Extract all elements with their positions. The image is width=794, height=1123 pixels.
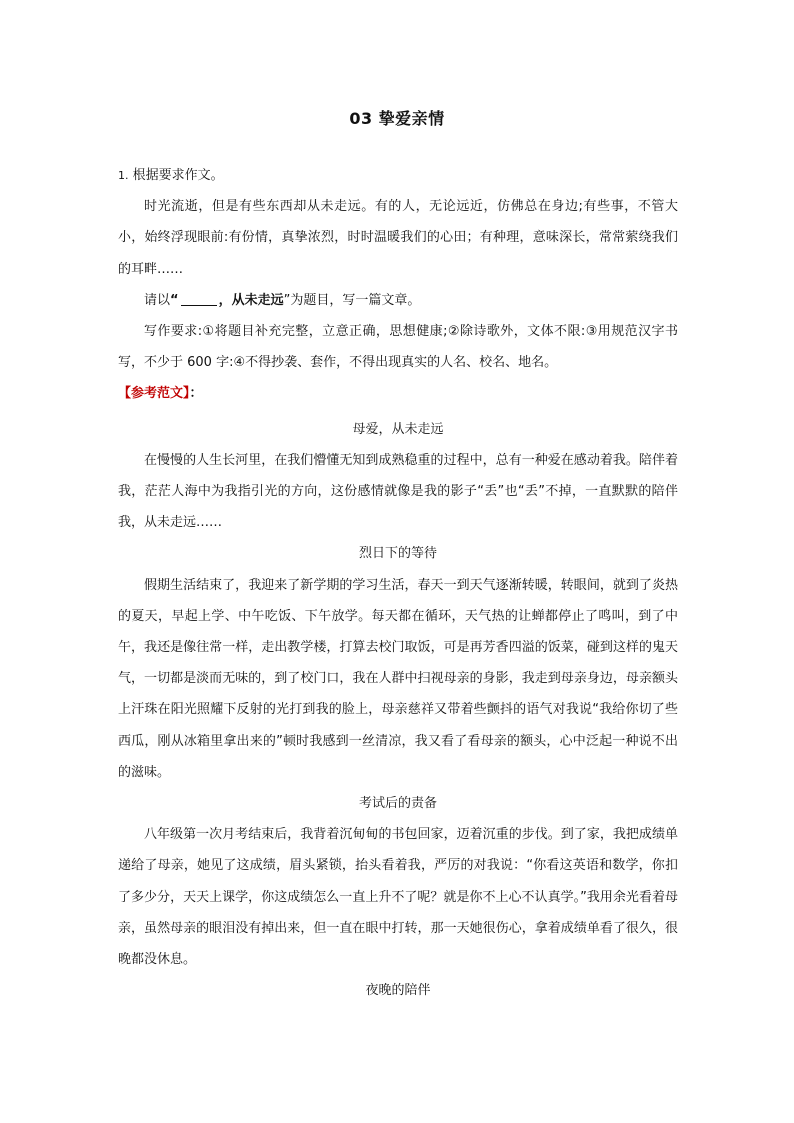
section-text: 假期生活结束了，我迎来了新学期的学习生活，春天一到天气逐渐转暖，转眼间，就到了炎热的夏天，早起上学、中午吃饭、下午放学。每天都在循环，天气热的让蝉都停止了鸣叫，到了中午，我还是像往常一样，走出教学楼，打算去校门取饭，可是再芳香四溢的饭菜，碰到这样的鬼天气，一切都是淡而无味的，到了校门口，我在人群中扫视母亲的身影，我走到母亲身边，母亲额头上汗珠在阳光照耀下反射的光打到我的脸上，母亲慈祥又带着些颤抖的语气对我说“我给你切了些西瓜，刚从冰箱里拿出来的”顿时我感到一丝清凉，我又看了看母亲的额头，心中泛起一种说不出的滋味。 bbox=[118, 577, 678, 780]
essay-intro: 在慢慢的人生长河里，在我们懵懂无知到成熟稳重的过程中，总有一种爱在感动着我。陪伴着我，茫茫人海中为我指引光的方向，这份感情就像是我的影子“丢”也“丢”不掉，一直默默的陪伴我，从未走远…… bbox=[118, 452, 678, 531]
prompt-paragraph: 时光流逝，但是有些东西却从未走远。有的人，无论远近，仿佛总在身边;有些事，不管大小，始终浮现眼前:有份情，真挚浓烈，时时温暖我们的心田；有种理，意味深长，常常萦绕我们的耳畔…… bbox=[118, 199, 678, 277]
topic-line bbox=[118, 285, 678, 316]
question-number: 1. bbox=[118, 169, 129, 182]
reference-label-line bbox=[118, 378, 678, 409]
page-title: 03 挚爱亲情 bbox=[349, 109, 445, 128]
document-body bbox=[118, 160, 678, 1006]
topic-open-quote: “ bbox=[170, 292, 179, 308]
topic-blank bbox=[181, 291, 217, 306]
section-heading: 考试后的责备 bbox=[358, 796, 437, 812]
topic-suffix: ”为题目，写一篇文章。 bbox=[283, 292, 421, 308]
section-heading: 烈日下的等待 bbox=[358, 546, 437, 562]
topic-prefix: 请以 bbox=[144, 292, 171, 308]
essay-title: 母爱，从未走远 bbox=[352, 421, 444, 437]
reference-label: 【参考范文】 bbox=[118, 386, 190, 402]
question-instruction: 根据要求作文。 bbox=[132, 168, 224, 183]
topic-bold-text: ，从未走远 bbox=[218, 292, 284, 308]
section-text: 八年级第一次月考结束后，我背着沉甸甸的书包回家，迈着沉重的步伐。到了家，我把成绩单递给了母亲，她见了这成绩，眉头紧锁，抬头看着我，严厉的对我说：“你看这英语和数学，你扣了多少分，天天上课学，你这成绩怎么一直上升不了呢？就是你不上心不认真学。”我用余光看着母亲，虽然母亲的眼泪没有掉出来，但一直在眼中打转，那一天她很伤心，拿着成绩单看了很久，很晚都没休息。 bbox=[118, 827, 678, 968]
section-heading: 夜晚的陪伴 bbox=[365, 983, 431, 999]
question-header bbox=[118, 160, 678, 191]
writing-requirements: 写作要求:①将题目补充完整，立意正确，思想健康;②除诗歌外，文体不限:③用规范汉字书写，不少于 600 字:④不得抄袭、套作，不得出现真实的人名、校名、地名。 bbox=[118, 324, 678, 371]
reference-label-colon: ： bbox=[189, 386, 203, 402]
